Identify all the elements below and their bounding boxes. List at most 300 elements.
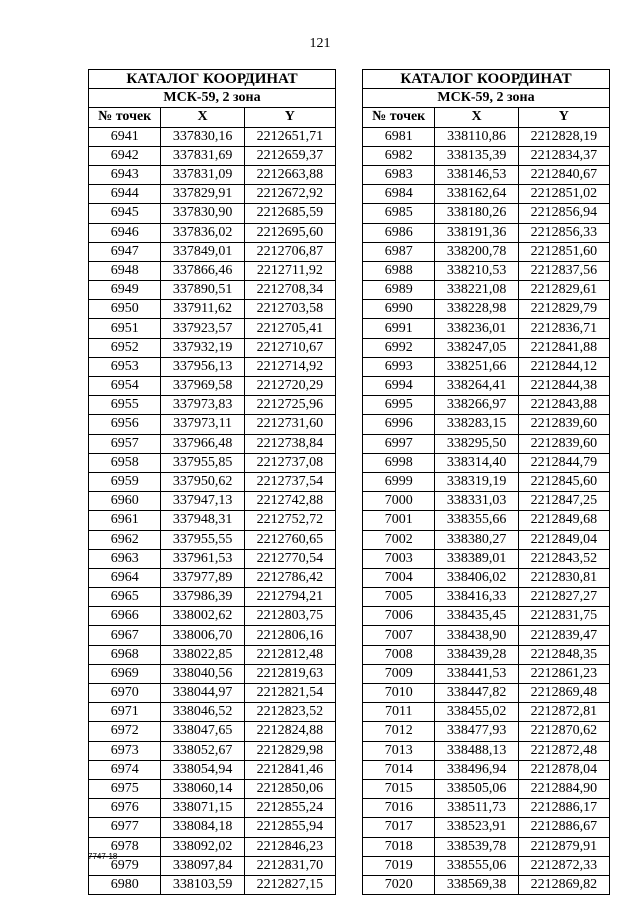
x-coordinate-cell: 337947,13 — [161, 492, 244, 511]
y-coordinate-cell: 2212708,34 — [244, 281, 335, 300]
y-coordinate-cell: 2212834,37 — [518, 146, 609, 165]
x-coordinate-cell: 337948,31 — [161, 511, 244, 530]
table-row — [363, 875, 610, 894]
table-row — [89, 875, 336, 894]
table-row — [363, 281, 610, 300]
catalog-zone: МСК-59, 2 зона — [363, 89, 610, 108]
y-coordinate-cell: 2212851,02 — [518, 185, 609, 204]
table-row — [89, 856, 336, 875]
x-coordinate-cell: 338200,78 — [435, 242, 518, 261]
table-row — [89, 530, 336, 549]
point-number-cell: 7014 — [363, 760, 435, 779]
y-coordinate-cell: 2212742,88 — [244, 492, 335, 511]
point-number-cell: 6968 — [89, 645, 161, 664]
table-row — [363, 434, 610, 453]
table-row — [363, 549, 610, 568]
x-coordinate-cell: 338380,27 — [435, 530, 518, 549]
point-number-cell: 6982 — [363, 146, 435, 165]
point-number-cell: 6943 — [89, 165, 161, 184]
point-number-cell: 6962 — [89, 530, 161, 549]
table-row — [89, 204, 336, 223]
y-coordinate-cell: 2212855,94 — [244, 818, 335, 837]
x-coordinate-cell: 337973,11 — [161, 415, 244, 434]
point-number-cell: 7019 — [363, 856, 435, 875]
point-number-cell: 6977 — [89, 818, 161, 837]
x-coordinate-cell: 338110,86 — [435, 127, 518, 146]
y-coordinate-cell: 2212829,79 — [518, 300, 609, 319]
table-row — [363, 588, 610, 607]
y-coordinate-cell: 2212846,23 — [244, 837, 335, 856]
y-coordinate-cell: 2212839,60 — [518, 434, 609, 453]
point-number-cell: 7018 — [363, 837, 435, 856]
x-coordinate-cell: 338496,94 — [435, 760, 518, 779]
point-number-cell: 7010 — [363, 684, 435, 703]
x-coordinate-cell: 338438,90 — [435, 626, 518, 645]
y-coordinate-cell: 2212839,60 — [518, 415, 609, 434]
y-coordinate-cell: 2212695,60 — [244, 223, 335, 242]
x-coordinate-cell: 338331,03 — [435, 492, 518, 511]
point-number-cell: 6980 — [89, 875, 161, 894]
x-coordinate-cell: 338435,45 — [435, 607, 518, 626]
y-coordinate-cell: 2212711,92 — [244, 261, 335, 280]
y-coordinate-cell: 2212879,91 — [518, 837, 609, 856]
x-coordinate-cell: 337961,53 — [161, 549, 244, 568]
point-number-cell: 6970 — [89, 684, 161, 703]
y-coordinate-cell: 2212878,04 — [518, 760, 609, 779]
point-number-cell: 7012 — [363, 722, 435, 741]
column-header-y: Y — [244, 108, 335, 127]
y-coordinate-cell: 2212806,16 — [244, 626, 335, 645]
x-coordinate-cell: 338314,40 — [435, 453, 518, 472]
y-coordinate-cell: 2212786,42 — [244, 568, 335, 587]
point-number-cell: 7003 — [363, 549, 435, 568]
table-row — [89, 281, 336, 300]
point-number-cell: 7011 — [363, 703, 435, 722]
table-row — [89, 242, 336, 261]
x-coordinate-cell: 338264,41 — [435, 377, 518, 396]
y-coordinate-cell: 2212831,70 — [244, 856, 335, 875]
y-coordinate-cell: 2212843,52 — [518, 549, 609, 568]
table-row — [363, 165, 610, 184]
table-row — [363, 741, 610, 760]
point-number-cell: 6971 — [89, 703, 161, 722]
point-number-cell: 6957 — [89, 434, 161, 453]
point-number-cell: 7004 — [363, 568, 435, 587]
table-row — [363, 511, 610, 530]
table-row — [89, 779, 336, 798]
point-number-cell: 6959 — [89, 472, 161, 491]
y-coordinate-cell: 2212869,82 — [518, 875, 609, 894]
point-number-cell: 6976 — [89, 799, 161, 818]
y-coordinate-cell: 2212714,92 — [244, 357, 335, 376]
y-coordinate-cell: 2212831,75 — [518, 607, 609, 626]
table-row — [89, 127, 336, 146]
point-number-cell: 7001 — [363, 511, 435, 530]
y-coordinate-cell: 2212828,19 — [518, 127, 609, 146]
table-row — [89, 165, 336, 184]
y-coordinate-cell: 2212659,37 — [244, 146, 335, 165]
y-coordinate-cell: 2212886,17 — [518, 799, 609, 818]
table-row — [89, 396, 336, 415]
y-coordinate-cell: 2212830,81 — [518, 568, 609, 587]
table-row — [89, 319, 336, 338]
y-coordinate-cell: 2212872,81 — [518, 703, 609, 722]
table-row — [89, 760, 336, 779]
x-coordinate-cell: 338092,02 — [161, 837, 244, 856]
x-coordinate-cell: 337836,02 — [161, 223, 244, 242]
table-row — [89, 549, 336, 568]
table-row — [363, 626, 610, 645]
table-row — [363, 242, 610, 261]
y-coordinate-cell: 2212685,59 — [244, 204, 335, 223]
x-coordinate-cell: 338455,02 — [435, 703, 518, 722]
column-header-x: X — [161, 108, 244, 127]
point-number-cell: 6963 — [89, 549, 161, 568]
y-coordinate-cell: 2212851,60 — [518, 242, 609, 261]
point-number-cell: 6960 — [89, 492, 161, 511]
point-number-cell: 6978 — [89, 837, 161, 856]
table-row — [89, 434, 336, 453]
point-number-cell: 6945 — [89, 204, 161, 223]
table-row — [89, 703, 336, 722]
x-coordinate-cell: 338505,06 — [435, 779, 518, 798]
table-row — [89, 837, 336, 856]
x-coordinate-cell: 338247,05 — [435, 338, 518, 357]
x-coordinate-cell: 337923,57 — [161, 319, 244, 338]
x-coordinate-cell: 337830,16 — [161, 127, 244, 146]
point-number-cell: 7006 — [363, 607, 435, 626]
table-row — [363, 204, 610, 223]
x-coordinate-cell: 338002,62 — [161, 607, 244, 626]
y-coordinate-cell: 2212844,79 — [518, 453, 609, 472]
column-header-point-number: № точек — [89, 108, 161, 127]
table-row — [89, 357, 336, 376]
point-number-cell: 7015 — [363, 779, 435, 798]
x-coordinate-cell: 338228,98 — [435, 300, 518, 319]
x-coordinate-cell: 338406,02 — [435, 568, 518, 587]
y-coordinate-cell: 2212884,90 — [518, 779, 609, 798]
catalog-rows — [89, 127, 336, 895]
table-row — [89, 799, 336, 818]
x-coordinate-cell: 338162,64 — [435, 185, 518, 204]
x-coordinate-cell: 338319,19 — [435, 472, 518, 491]
x-coordinate-cell: 338283,15 — [435, 415, 518, 434]
x-coordinate-cell: 338441,53 — [435, 664, 518, 683]
x-coordinate-cell: 338221,08 — [435, 281, 518, 300]
point-number-cell: 6965 — [89, 588, 161, 607]
y-coordinate-cell: 2212794,21 — [244, 588, 335, 607]
y-coordinate-cell: 2212703,58 — [244, 300, 335, 319]
y-coordinate-cell: 2212841,46 — [244, 760, 335, 779]
point-number-cell: 6952 — [89, 338, 161, 357]
point-number-cell: 7020 — [363, 875, 435, 894]
y-coordinate-cell: 2212824,88 — [244, 722, 335, 741]
x-coordinate-cell: 337830,90 — [161, 204, 244, 223]
table-row — [363, 338, 610, 357]
table-row — [89, 664, 336, 683]
x-coordinate-cell: 338022,85 — [161, 645, 244, 664]
y-coordinate-cell: 2212844,12 — [518, 357, 609, 376]
column-header-y: Y — [518, 108, 609, 127]
y-coordinate-cell: 2212737,08 — [244, 453, 335, 472]
point-number-cell: 6953 — [89, 357, 161, 376]
y-coordinate-cell: 2212803,75 — [244, 607, 335, 626]
y-coordinate-cell: 2212821,54 — [244, 684, 335, 703]
point-number-cell: 6979 — [89, 856, 161, 875]
point-number-cell: 6996 — [363, 415, 435, 434]
point-number-cell: 6992 — [363, 338, 435, 357]
y-coordinate-cell: 2212848,35 — [518, 645, 609, 664]
y-coordinate-cell: 2212849,68 — [518, 511, 609, 530]
point-number-cell: 7000 — [363, 492, 435, 511]
table-row — [89, 300, 336, 319]
y-coordinate-cell: 2212850,06 — [244, 779, 335, 798]
y-coordinate-cell: 2212752,72 — [244, 511, 335, 530]
catalog-zone: МСК-59, 2 зона — [89, 89, 336, 108]
table-row — [363, 492, 610, 511]
x-coordinate-cell: 338084,18 — [161, 818, 244, 837]
x-coordinate-cell: 337955,55 — [161, 530, 244, 549]
table-row — [363, 837, 610, 856]
table-row — [363, 300, 610, 319]
catalog-title: КАТАЛОГ КООРДИНАТ — [89, 70, 336, 89]
x-coordinate-cell: 337849,01 — [161, 242, 244, 261]
table-row — [363, 146, 610, 165]
point-number-cell: 6994 — [363, 377, 435, 396]
table-row — [363, 127, 610, 146]
x-coordinate-cell: 337911,62 — [161, 300, 244, 319]
table-row — [363, 530, 610, 549]
y-coordinate-cell: 2212844,38 — [518, 377, 609, 396]
table-row — [89, 415, 336, 434]
point-number-cell: 6949 — [89, 281, 161, 300]
x-coordinate-cell: 337986,39 — [161, 588, 244, 607]
y-coordinate-cell: 2212843,88 — [518, 396, 609, 415]
y-coordinate-cell: 2212706,87 — [244, 242, 335, 261]
x-coordinate-cell: 338439,28 — [435, 645, 518, 664]
y-coordinate-cell: 2212812,48 — [244, 645, 335, 664]
table-row — [363, 185, 610, 204]
x-coordinate-cell: 337956,13 — [161, 357, 244, 376]
x-coordinate-cell: 338477,93 — [435, 722, 518, 741]
x-coordinate-cell: 338047,65 — [161, 722, 244, 741]
table-row — [363, 472, 610, 491]
y-coordinate-cell: 2212705,41 — [244, 319, 335, 338]
x-coordinate-cell: 338071,15 — [161, 799, 244, 818]
y-coordinate-cell: 2212827,15 — [244, 875, 335, 894]
table-row — [89, 146, 336, 165]
point-number-cell: 7005 — [363, 588, 435, 607]
x-coordinate-cell: 337829,91 — [161, 185, 244, 204]
table-row — [89, 645, 336, 664]
point-number-cell: 6988 — [363, 261, 435, 280]
y-coordinate-cell: 2212836,71 — [518, 319, 609, 338]
x-coordinate-cell: 338040,56 — [161, 664, 244, 683]
table-row — [363, 722, 610, 741]
x-coordinate-cell: 338266,97 — [435, 396, 518, 415]
x-coordinate-cell: 337977,89 — [161, 568, 244, 587]
y-coordinate-cell: 2212819,63 — [244, 664, 335, 683]
point-number-cell: 6981 — [363, 127, 435, 146]
table-row — [363, 779, 610, 798]
y-coordinate-cell: 2212710,67 — [244, 338, 335, 357]
table-row — [363, 377, 610, 396]
table-row — [363, 856, 610, 875]
x-coordinate-cell: 338511,73 — [435, 799, 518, 818]
y-coordinate-cell: 2212827,27 — [518, 588, 609, 607]
y-coordinate-cell: 2212856,94 — [518, 204, 609, 223]
x-coordinate-cell: 338103,59 — [161, 875, 244, 894]
point-number-cell: 6983 — [363, 165, 435, 184]
table-row — [363, 396, 610, 415]
y-coordinate-cell: 2212855,24 — [244, 799, 335, 818]
point-number-cell: 6948 — [89, 261, 161, 280]
point-number-cell: 6990 — [363, 300, 435, 319]
y-coordinate-cell: 2212849,04 — [518, 530, 609, 549]
table-row — [363, 799, 610, 818]
x-coordinate-cell: 338236,01 — [435, 319, 518, 338]
x-coordinate-cell: 338097,84 — [161, 856, 244, 875]
table-row — [363, 357, 610, 376]
x-coordinate-cell: 337831,69 — [161, 146, 244, 165]
point-number-cell: 6984 — [363, 185, 435, 204]
x-coordinate-cell: 337932,19 — [161, 338, 244, 357]
table-row — [89, 722, 336, 741]
point-number-cell: 6991 — [363, 319, 435, 338]
catalog-rows — [363, 127, 610, 895]
x-coordinate-cell: 337973,83 — [161, 396, 244, 415]
x-coordinate-cell: 338251,66 — [435, 357, 518, 376]
y-coordinate-cell: 2212872,33 — [518, 856, 609, 875]
point-number-cell: 6954 — [89, 377, 161, 396]
point-number-cell: 6964 — [89, 568, 161, 587]
x-coordinate-cell: 337890,51 — [161, 281, 244, 300]
point-number-cell: 6975 — [89, 779, 161, 798]
table-row — [89, 511, 336, 530]
x-coordinate-cell: 338054,94 — [161, 760, 244, 779]
table-row — [89, 568, 336, 587]
point-number-cell: 6997 — [363, 434, 435, 453]
x-coordinate-cell: 337950,62 — [161, 472, 244, 491]
table-row — [89, 492, 336, 511]
point-number-cell: 7013 — [363, 741, 435, 760]
point-number-cell: 6966 — [89, 607, 161, 626]
column-header-point-number: № точек — [363, 108, 435, 127]
point-number-cell: 6974 — [89, 760, 161, 779]
point-number-cell: 6993 — [363, 357, 435, 376]
y-coordinate-cell: 2212720,29 — [244, 377, 335, 396]
x-coordinate-cell: 338046,52 — [161, 703, 244, 722]
x-coordinate-cell: 337831,09 — [161, 165, 244, 184]
point-number-cell: 7016 — [363, 799, 435, 818]
table-row — [89, 588, 336, 607]
table-row — [363, 415, 610, 434]
point-number-cell: 6969 — [89, 664, 161, 683]
x-coordinate-cell: 338146,53 — [435, 165, 518, 184]
table-row — [363, 453, 610, 472]
point-number-cell: 6985 — [363, 204, 435, 223]
page-number: 121 — [309, 36, 331, 51]
point-number-cell: 6951 — [89, 319, 161, 338]
x-coordinate-cell: 338355,66 — [435, 511, 518, 530]
y-coordinate-cell: 2212845,60 — [518, 472, 609, 491]
x-coordinate-cell: 338135,39 — [435, 146, 518, 165]
x-coordinate-cell: 338191,36 — [435, 223, 518, 242]
point-number-cell: 6955 — [89, 396, 161, 415]
y-coordinate-cell: 2212870,62 — [518, 722, 609, 741]
x-coordinate-cell: 337866,46 — [161, 261, 244, 280]
table-row — [89, 626, 336, 645]
y-coordinate-cell: 2212672,92 — [244, 185, 335, 204]
x-coordinate-cell: 338488,13 — [435, 741, 518, 760]
y-coordinate-cell: 2212737,54 — [244, 472, 335, 491]
y-coordinate-cell: 2212847,25 — [518, 492, 609, 511]
y-coordinate-cell: 2212823,52 — [244, 703, 335, 722]
table-row — [89, 377, 336, 396]
y-coordinate-cell: 2212840,67 — [518, 165, 609, 184]
x-coordinate-cell: 338555,06 — [435, 856, 518, 875]
coordinate-catalog-right — [362, 69, 610, 895]
point-number-cell: 6972 — [89, 722, 161, 741]
table-row — [363, 261, 610, 280]
point-number-cell: 6958 — [89, 453, 161, 472]
point-number-cell: 6973 — [89, 741, 161, 760]
point-number-cell: 6950 — [89, 300, 161, 319]
y-coordinate-cell: 2212869,48 — [518, 684, 609, 703]
table-row — [363, 664, 610, 683]
x-coordinate-cell: 338389,01 — [435, 549, 518, 568]
y-coordinate-cell: 2212651,71 — [244, 127, 335, 146]
table-row — [89, 472, 336, 491]
x-coordinate-cell: 338539,78 — [435, 837, 518, 856]
column-header-x: X — [435, 108, 518, 127]
y-coordinate-cell: 2212861,23 — [518, 664, 609, 683]
table-row — [363, 684, 610, 703]
point-number-cell: 6941 — [89, 127, 161, 146]
x-coordinate-cell: 338180,26 — [435, 204, 518, 223]
x-coordinate-cell: 338523,91 — [435, 818, 518, 837]
y-coordinate-cell: 2212770,54 — [244, 549, 335, 568]
point-number-cell: 7007 — [363, 626, 435, 645]
table-row — [89, 741, 336, 760]
point-number-cell: 6986 — [363, 223, 435, 242]
y-coordinate-cell: 2212829,98 — [244, 741, 335, 760]
y-coordinate-cell: 2212856,33 — [518, 223, 609, 242]
document-code: 7747-18 — [88, 852, 118, 861]
table-row — [363, 568, 610, 587]
x-coordinate-cell: 338569,38 — [435, 875, 518, 894]
y-coordinate-cell: 2212841,88 — [518, 338, 609, 357]
point-number-cell: 6999 — [363, 472, 435, 491]
coordinate-catalog-left — [88, 69, 336, 895]
point-number-cell: 6967 — [89, 626, 161, 645]
y-coordinate-cell: 2212886,67 — [518, 818, 609, 837]
x-coordinate-cell: 338295,50 — [435, 434, 518, 453]
y-coordinate-cell: 2212725,96 — [244, 396, 335, 415]
point-number-cell: 7017 — [363, 818, 435, 837]
x-coordinate-cell: 338060,14 — [161, 779, 244, 798]
point-number-cell: 6942 — [89, 146, 161, 165]
x-coordinate-cell: 338447,82 — [435, 684, 518, 703]
table-row — [363, 607, 610, 626]
y-coordinate-cell: 2212829,61 — [518, 281, 609, 300]
point-number-cell: 6944 — [89, 185, 161, 204]
catalog-title: КАТАЛОГ КООРДИНАТ — [363, 70, 610, 89]
table-row — [363, 645, 610, 664]
point-number-cell: 7009 — [363, 664, 435, 683]
x-coordinate-cell: 337966,48 — [161, 434, 244, 453]
table-row — [363, 319, 610, 338]
